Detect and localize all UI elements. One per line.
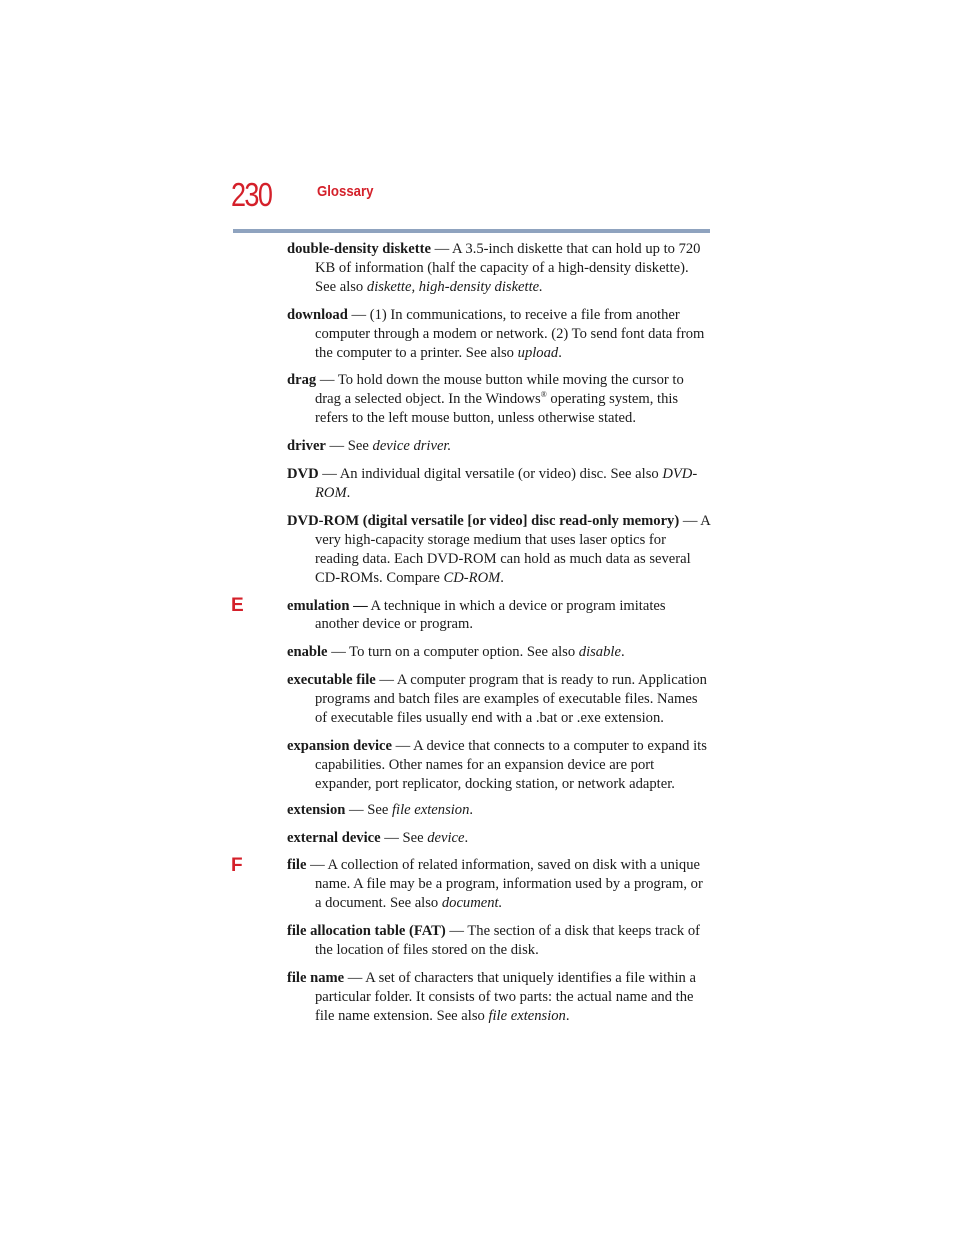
glossary-entry <box>287 597 711 635</box>
glossary-entry <box>287 371 711 428</box>
entry-term: emulation — <box>287 597 368 614</box>
entry-text: — A very high-capacity storage medium that uses laser optics for reading data. Each DVD-ROM can hold as much data as several CD-ROMs. Compare <box>315 512 711 586</box>
entry-tail: . <box>469 801 474 818</box>
entry-term: expansion device <box>287 737 392 754</box>
glossary-entry <box>287 737 711 794</box>
entry-tail: . <box>558 344 562 361</box>
entry-text: — See <box>325 438 373 455</box>
entry-term: external device <box>287 829 381 846</box>
letter-marker-e: E <box>231 595 244 616</box>
entry-term: driver <box>287 438 326 455</box>
entry-text: — See <box>380 829 428 846</box>
entry-text: — See <box>345 801 392 818</box>
entry-term: DVD-ROM (digital versatile [or video] disc read-only memory) <box>287 512 680 529</box>
glossary-entry <box>287 922 711 960</box>
glossary-entry <box>287 643 711 662</box>
entry-reference: upload <box>517 344 559 361</box>
entry-term: executable file <box>287 672 376 689</box>
entry-text: — The section of a disk that keeps track of the location of files stored on the disk. <box>315 923 700 959</box>
glossary-entry <box>287 671 711 728</box>
entry-term: extension <box>287 801 346 818</box>
letter-marker-f: F <box>231 855 243 876</box>
entry-reference: file extension <box>392 801 470 818</box>
entry-tail: . <box>500 569 504 586</box>
entry-term: enable <box>287 644 328 661</box>
entry-text: — A 3.5-inch diskette that can hold up to 720 KB of information (half the capacity of a high-density diskette). See also <box>315 241 701 295</box>
entry-text: — A device that connects to a computer to expand its capabilities. Other names for an expansion device are port expander, port replicator, docking station, or network adapter. <box>315 737 707 792</box>
entry-reference: disable <box>578 644 621 661</box>
entry-reference: device <box>427 829 465 846</box>
entry-reference: diskette, high-density diskette. <box>366 278 543 295</box>
entry-text: — To hold down the mouse button while moving the cursor to drag a selected object. In the Windows <box>315 372 684 408</box>
entry-term: file <box>287 857 307 874</box>
header-rule <box>233 229 710 233</box>
entry-term: download <box>287 306 348 323</box>
glossary-entry <box>287 512 711 588</box>
entry-tail: . <box>620 644 625 661</box>
glossary-entry <box>287 240 711 297</box>
registered-mark: ® <box>540 390 547 400</box>
entry-term: DVD <box>287 466 319 483</box>
page-number: 230 <box>231 176 272 213</box>
glossary-entry <box>287 465 711 503</box>
entry-text: — (1) In communications, to receive a file from another computer through a modem or network. (2) To send font data from the computer to a printer. See also <box>315 306 705 361</box>
glossary-entry <box>287 829 711 848</box>
glossary-entry <box>287 306 711 363</box>
section-title: Glossary <box>317 183 374 200</box>
entry-text: — A collection of related information, saved on disk with a unique name. A file may be a program, information used by a program, or a document. See also <box>306 857 703 912</box>
entry-reference: CD-ROM <box>443 569 501 586</box>
glossary-entry <box>287 856 711 913</box>
entry-tail: . <box>464 829 469 846</box>
entry-text: — A set of characters that uniquely identifies a file within a particular folder. It consists of two parts: the actual name and the file name extension. See also <box>315 970 696 1024</box>
glossary-entry <box>287 437 711 456</box>
entry-tail: . <box>346 484 351 501</box>
entry-term: file allocation table (FAT) <box>287 923 446 940</box>
glossary-entry <box>287 801 711 820</box>
glossary-entry <box>287 969 711 1026</box>
entry-term: drag <box>287 372 317 389</box>
glossary-entries <box>287 240 711 1035</box>
entry-term: file name <box>287 970 345 986</box>
entry-text: — To turn on a computer option. See also <box>327 644 579 661</box>
entry-reference: document. <box>441 895 503 912</box>
entry-reference: file extension <box>488 1007 566 1024</box>
entry-text: A technique in which a device or program imitates another device or program. <box>315 597 666 633</box>
entry-reference: device driver. <box>372 438 452 455</box>
entry-text: — An individual digital versatile (or video) disc. See also <box>318 466 663 483</box>
entry-tail: . <box>565 1007 570 1024</box>
entry-term: double-density diskette <box>287 241 431 257</box>
entry-reference: DVD-ROM <box>315 466 698 501</box>
entry-text: — A computer program that is ready to run. Application programs and batch files are examples of executable files. Names of executable files usually end with a .bat or .exe extension. <box>315 672 707 727</box>
entry-text: operating system, this refers to the left mouse button, unless otherwise stated. <box>315 391 679 427</box>
